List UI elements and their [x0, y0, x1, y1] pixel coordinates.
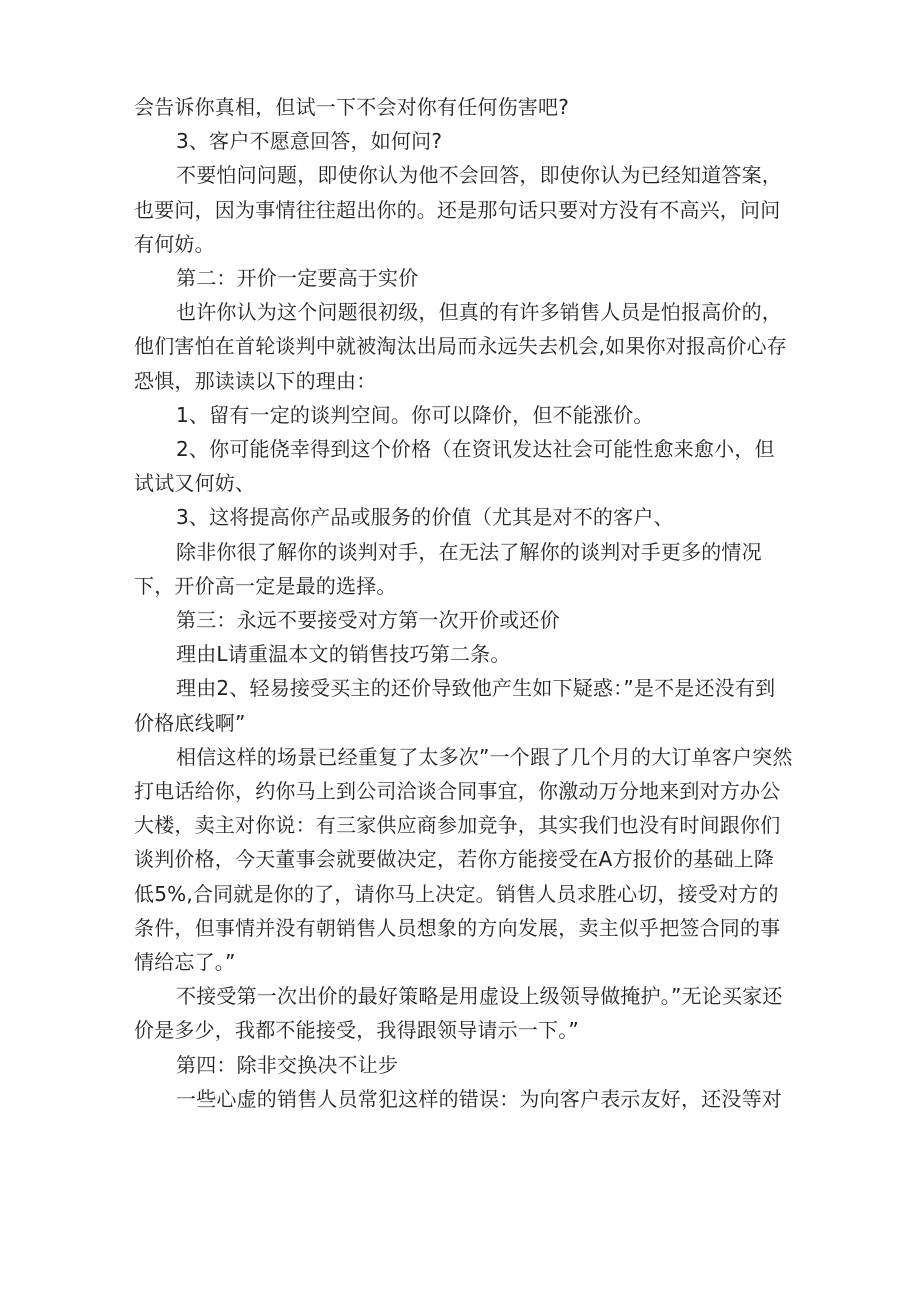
paragraph: 一些心虚的销售人员常犯这样的错误：为向客户表示友好，还没等对	[176, 1086, 782, 1111]
paragraph: 也许你认为这个问题很初级，但真的有许多销售人员是怕报高价的，他们害怕在首轮谈判中就被淘汰出局而永远失去机会,如果你对报高价心存恐惧，那读读以下的理由：	[134, 300, 787, 393]
list-item: 1、留有一定的谈判空间。你可以降价，但不能涨价。	[176, 402, 654, 427]
list-item: 2、你可能侥幸得到这个价格（在资讯发达社会可能性愈来愈小，但试试又何妨、	[134, 437, 775, 496]
paragraph: 3、客户不愿意回答，如何问?	[176, 129, 443, 154]
list-item: 3、这将提高你产品或服务的价值（尤其是对不的客户、	[176, 505, 674, 530]
paragraph: 不要怕问问题，即使你认为他不会回答，即使你认为已经知道答案，也要问，因为事情往往超出你的。还是那句话只要对方没有不高兴，问问有何妨。	[134, 163, 782, 256]
paragraph: 除非你很了解你的谈判对手，在无法了解你的谈判对手更多的情况下，开价高一定是最的选择。	[134, 539, 762, 598]
paragraph: 理由L请重温本文的销售技巧第二条。	[176, 642, 511, 667]
section-heading: 第三：永远不要接受对方第一次开价或还价	[176, 608, 560, 633]
section-heading: 第二：开价一定要高于实价	[176, 266, 419, 291]
paragraph: 不接受第一次出价的最好策略是用虚设上级领导做掩护。”无论买家还价是多少，我都不能接受，我得跟领导请示一下。”	[134, 984, 783, 1043]
document-body	[134, 90, 794, 1116]
paragraph: 理由2、轻易接受买主的还价导致他产生如下疑惑：”是不是还没有到价格底线啊”	[134, 676, 776, 735]
section-heading: 第四：除非交换决不让步	[176, 1052, 399, 1077]
paragraph: 相信这样的场景已经重复了太多次”一个跟了几个月的大订单客户突然打电话给你，约你马上到公司洽谈合同事宜，你激动万分地来到对方办公大楼，卖主对你说：有三家供应商参加竞争，其实我们也没有时间跟你们谈判价格，今天董事会就要做决定，若你方能接受在A方报价的基础上降低5%,合同就是你的了，请你马上决定。销售人员求胜心切，接受对方的条件，但事情并没有朝销售人员想象的方向发展，卖主似乎把签合同的事情给忘了。”	[134, 744, 793, 975]
paragraph: 会告诉你真相，但试一下不会对你有任何伤害吧?	[134, 95, 570, 119]
